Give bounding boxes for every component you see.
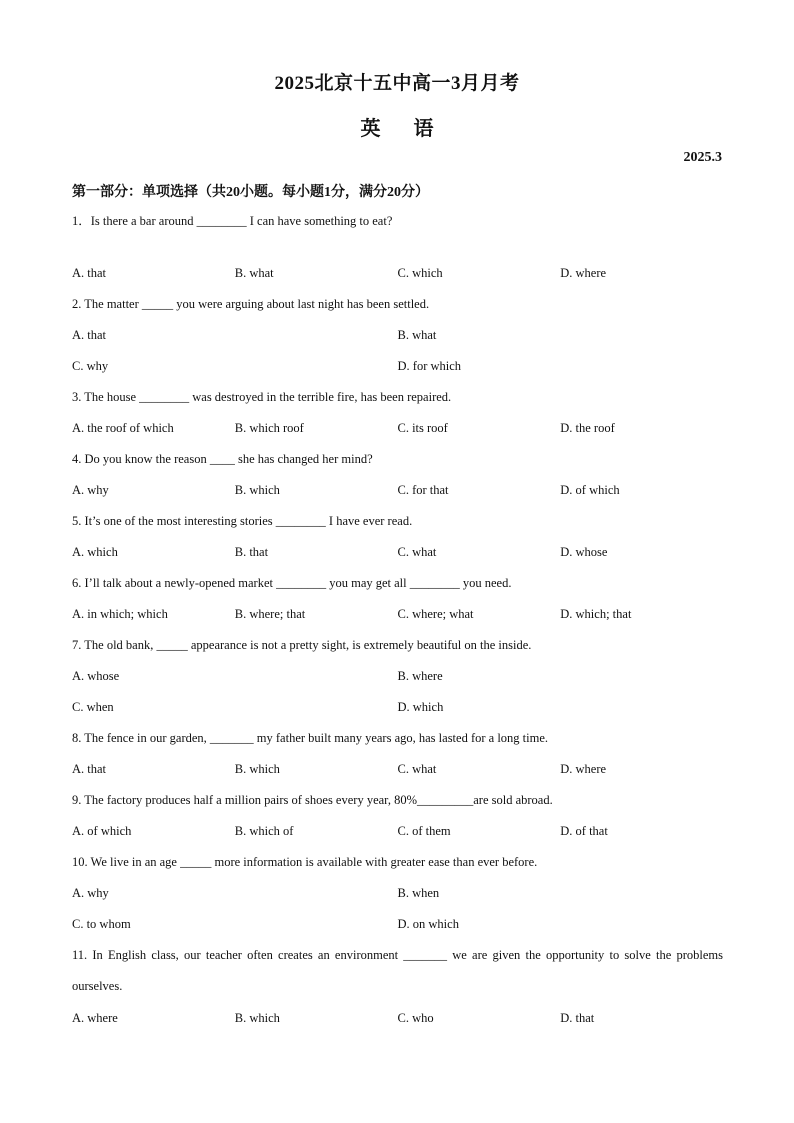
exam-subject: 英 语 [360,118,434,140]
option-b[interactable]: B. which of [234,824,294,838]
option-b[interactable]: B. where [397,669,443,683]
option-c[interactable]: C. to whom [72,917,131,931]
option-b[interactable]: B. which [234,762,280,776]
option-c[interactable]: C. what [397,762,437,776]
option-c[interactable]: C. why [72,359,109,373]
option-a[interactable]: A. why [72,483,109,497]
question-list [72,211,723,1039]
option-a[interactable]: A. that [72,762,107,776]
option-d[interactable]: D. on which [397,917,459,931]
option-b[interactable]: B. that [234,545,269,559]
option-b[interactable]: B. where; that [234,607,306,621]
option-c[interactable]: C. for that [397,483,449,497]
question-2 [72,294,723,387]
question-10 [72,852,723,945]
exam-title: 2025北京十五中高一3月月考 [274,73,520,94]
option-b[interactable]: B. what [234,266,274,280]
option-c[interactable]: C. where; what [397,607,474,621]
option-a[interactable]: A. that [72,266,107,280]
option-c[interactable]: C. which [397,266,443,280]
option-list [72,1008,723,1039]
question-4 [72,449,723,511]
option-d[interactable]: D. of which [560,483,620,497]
question-11 [72,940,723,1039]
question-stem: 10. We live in an age _____ more information is available with greater ease than ever before. [72,855,538,869]
option-d[interactable]: D. the roof [560,421,615,435]
option-b[interactable]: B. what [397,328,437,342]
question-1 [72,211,723,294]
option-list [72,263,723,294]
question-stem: 11. In English class, our teacher often creates an environment _______ we are given the opportunity to solve the problems ourselves. [72,948,723,993]
question-3 [72,387,723,449]
option-list [72,883,723,945]
option-a[interactable]: A. the roof of which [72,421,174,435]
option-d[interactable]: D. of that [560,824,608,838]
option-d[interactable]: D. for which [397,359,462,373]
option-a[interactable]: A. where [72,1011,118,1025]
option-list [72,759,723,790]
question-stem: 4. Do you know the reason ____ she has changed her mind? [72,452,373,466]
option-d[interactable]: D. where [560,762,607,776]
question-stem: 1．Is there a bar around ________ I can have something to eat? [72,214,393,228]
option-a[interactable]: A. whose [72,669,120,683]
option-list [72,604,723,635]
option-b[interactable]: B. which [234,483,280,497]
option-list [72,542,723,573]
option-a[interactable]: A. of which [72,824,132,838]
question-8 [72,728,723,790]
option-list [72,325,723,387]
option-c[interactable]: C. its roof [397,421,448,435]
question-6 [72,573,723,635]
option-d[interactable]: D. which [397,700,444,714]
option-c[interactable]: C. when [72,700,114,714]
option-c[interactable]: C. what [397,545,437,559]
option-a[interactable]: A. that [72,328,107,342]
option-d[interactable]: D. where [560,266,607,280]
option-list [72,480,723,511]
option-a[interactable]: A. why [72,886,109,900]
option-a[interactable]: A. which [72,545,118,559]
option-b[interactable]: B. which roof [234,421,304,435]
option-d[interactable]: D. which; that [560,607,632,621]
option-list [72,666,723,728]
question-stem: 9. The factory produces half a million pairs of shoes every year, 80%_________are sold abroad. [72,793,553,807]
exam-date: 2025.3 [683,150,722,165]
option-c[interactable]: C. who [397,1011,434,1025]
question-9 [72,790,723,852]
question-7 [72,635,723,728]
question-stem: 5. It’s one of the most interesting stories ________ I have ever read. [72,514,413,528]
option-b[interactable]: B. which [234,1011,280,1025]
question-stem: 8. The fence in our garden, _______ my father built many years ago, has lasted for a long time. [72,731,549,745]
option-c[interactable]: C. of them [397,824,451,838]
option-d[interactable]: D. that [560,1011,595,1025]
question-stem: 3. The house ________ was destroyed in the terrible fire, has been repaired. [72,390,452,404]
question-stem: 2. The matter _____ you were arguing about last night has been settled. [72,297,430,311]
option-list [72,821,723,852]
question-stem: 7. The old bank, _____ appearance is not a pretty sight, is extremely beautiful on the inside. [72,638,532,652]
option-b[interactable]: B. when [397,886,440,900]
section-heading: 第一部分：单项选择（共20小题。每小题1分，满分20分） [72,185,429,200]
option-a[interactable]: A. in which; which [72,607,168,621]
option-list [72,418,723,449]
option-d[interactable]: D. whose [560,545,608,559]
question-stem: 6. I’ll talk about a newly-opened market ________ you may get all ________ you need. [72,576,512,590]
question-5 [72,511,723,573]
